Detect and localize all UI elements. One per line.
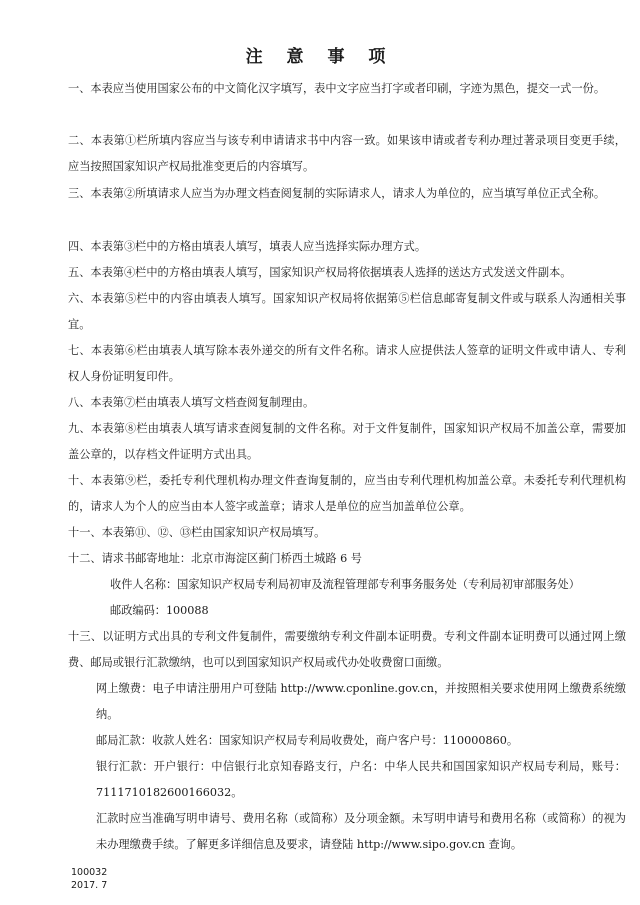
note-number: 十、 — [68, 474, 91, 487]
note-item-11 — [68, 520, 626, 546]
note-text: 本表第①栏所填内容应当与该专利申请请求书中内容一致。如果该申请或者专利办理过著录项目变更手续，应当按照国家知识产权局批准变更后的内容填写。 — [68, 134, 626, 173]
note-text: 本表第⑤栏中的内容由填表人填写。国家知识产权局将依据第⑤栏信息邮寄复制文件或与联系人沟通相关事宜。 — [68, 292, 626, 331]
note-text: 本表第⑥栏由填表人填写除本表外递交的所有文件名称。请求人应提供法人签章的证明文件或申请人、专利权人身份证明复印件。 — [68, 344, 626, 383]
note-item-3 — [68, 181, 626, 207]
note-text: 本表第④栏中的方格由填表人填写，国家知识产权局将依据填表人选择的送达方式发送文件副本。 — [90, 266, 572, 279]
note-number: 十一、 — [68, 526, 102, 539]
note-number: 八、 — [68, 396, 91, 409]
note-number: 七、 — [68, 344, 91, 357]
note-number: 二、 — [68, 134, 91, 147]
note-text: 本表应当使用国家公布的中文简化汉字填写，表中文字应当打字或者印刷，字迹为黑色，提交一式一份。 — [90, 82, 606, 95]
note-item-9 — [68, 416, 626, 468]
payment-remark: 汇款时应当准确写明申请号、费用名称（或简称）及分项金额。未写明申请号和费用名称（或简称）的视为未办理缴费手续。了解更多详细信息及要求，请登陆 http://www.sipo.gov.cn 查询。 — [96, 812, 626, 851]
note-number: 六、 — [68, 292, 91, 305]
note-item-4 — [68, 234, 626, 260]
note-item-6 — [68, 286, 626, 338]
mail-recipient: 收件人名称：国家知识产权局专利局初审及流程管理部专利事务服务处（专利局初审部服务处） — [110, 578, 580, 591]
note-text: 本表第⑨栏，委托专利代理机构办理文件查询复制的，应当由专利代理机构加盖公章。未委托专利代理机构的，请求人为个人的应当由本人签字或盖章；请求人是单位的应当加盖单位公章。 — [68, 474, 626, 513]
payment-bank: 银行汇款：开户银行：中信银行北京知春路支行，户名：中华人民共和国国家知识产权局专利局，账号：7111710182600166032。 — [96, 760, 626, 799]
payment-post: 邮局汇款：收款人姓名：国家知识产权局专利局收费处，商户客户号：110000860。 — [96, 734, 519, 747]
payment-online: 网上缴费：电子申请注册用户可登陆 http://www.cponline.gov.cn，并按照相关要求使用网上缴费系统缴纳。 — [96, 682, 626, 721]
note-item-12 — [68, 546, 626, 572]
note-number: 四、 — [68, 240, 91, 253]
note-number: 十三、 — [68, 630, 103, 643]
form-date: 2017. 7 — [71, 880, 108, 891]
note-number: 三、 — [68, 187, 91, 200]
note-number: 一、 — [68, 82, 91, 95]
note-number: 五、 — [68, 266, 91, 279]
mail-postcode: 邮政编码：100088 — [110, 604, 209, 617]
form-code: 100032 — [71, 867, 108, 878]
note-text: 以证明方式出具的专利文件复制件，需要缴纳专利文件副本证明费。专利文件副本证明费可以通过网上缴费、邮局或银行汇款缴纳，也可以到国家知识产权局或代办处收费窗口面缴。 — [68, 630, 626, 669]
note-item-5 — [68, 260, 626, 286]
note-text: 本表第⑪、⑫、⑬栏由国家知识产权局填写。 — [101, 526, 326, 539]
note-text: 本表第⑦栏由填表人填写文档查阅复制理由。 — [90, 396, 315, 409]
note-number: 十二、 — [68, 552, 102, 565]
note-item-13 — [68, 624, 626, 676]
note-item-7 — [68, 338, 626, 390]
note-item-10 — [68, 468, 626, 520]
note-item-1 — [68, 76, 626, 102]
note-text: 本表第②所填请求人应当为办理文档查阅复制的实际请求人，请求人为单位的，应当填写单位正式全称。 — [90, 187, 606, 200]
note-text: 请求书邮寄地址：北京市海淀区蓟门桥西土城路 6 号 — [101, 552, 362, 565]
note-item-2 — [68, 128, 626, 180]
note-text: 本表第③栏中的方格由填表人填写，填表人应当选择实际办理方式。 — [90, 240, 427, 253]
page-title: 注 意 事 项 — [245, 47, 395, 67]
note-number: 九、 — [68, 422, 91, 435]
notes-list — [0, 76, 640, 856]
note-item-8 — [68, 390, 626, 416]
note-text: 本表第⑧栏由填表人填写请求查阅复制的文件名称。对于文件复制件，国家知识产权局不加盖公章，需要加盖公章的，以存档文件证明方式出具。 — [68, 422, 626, 461]
